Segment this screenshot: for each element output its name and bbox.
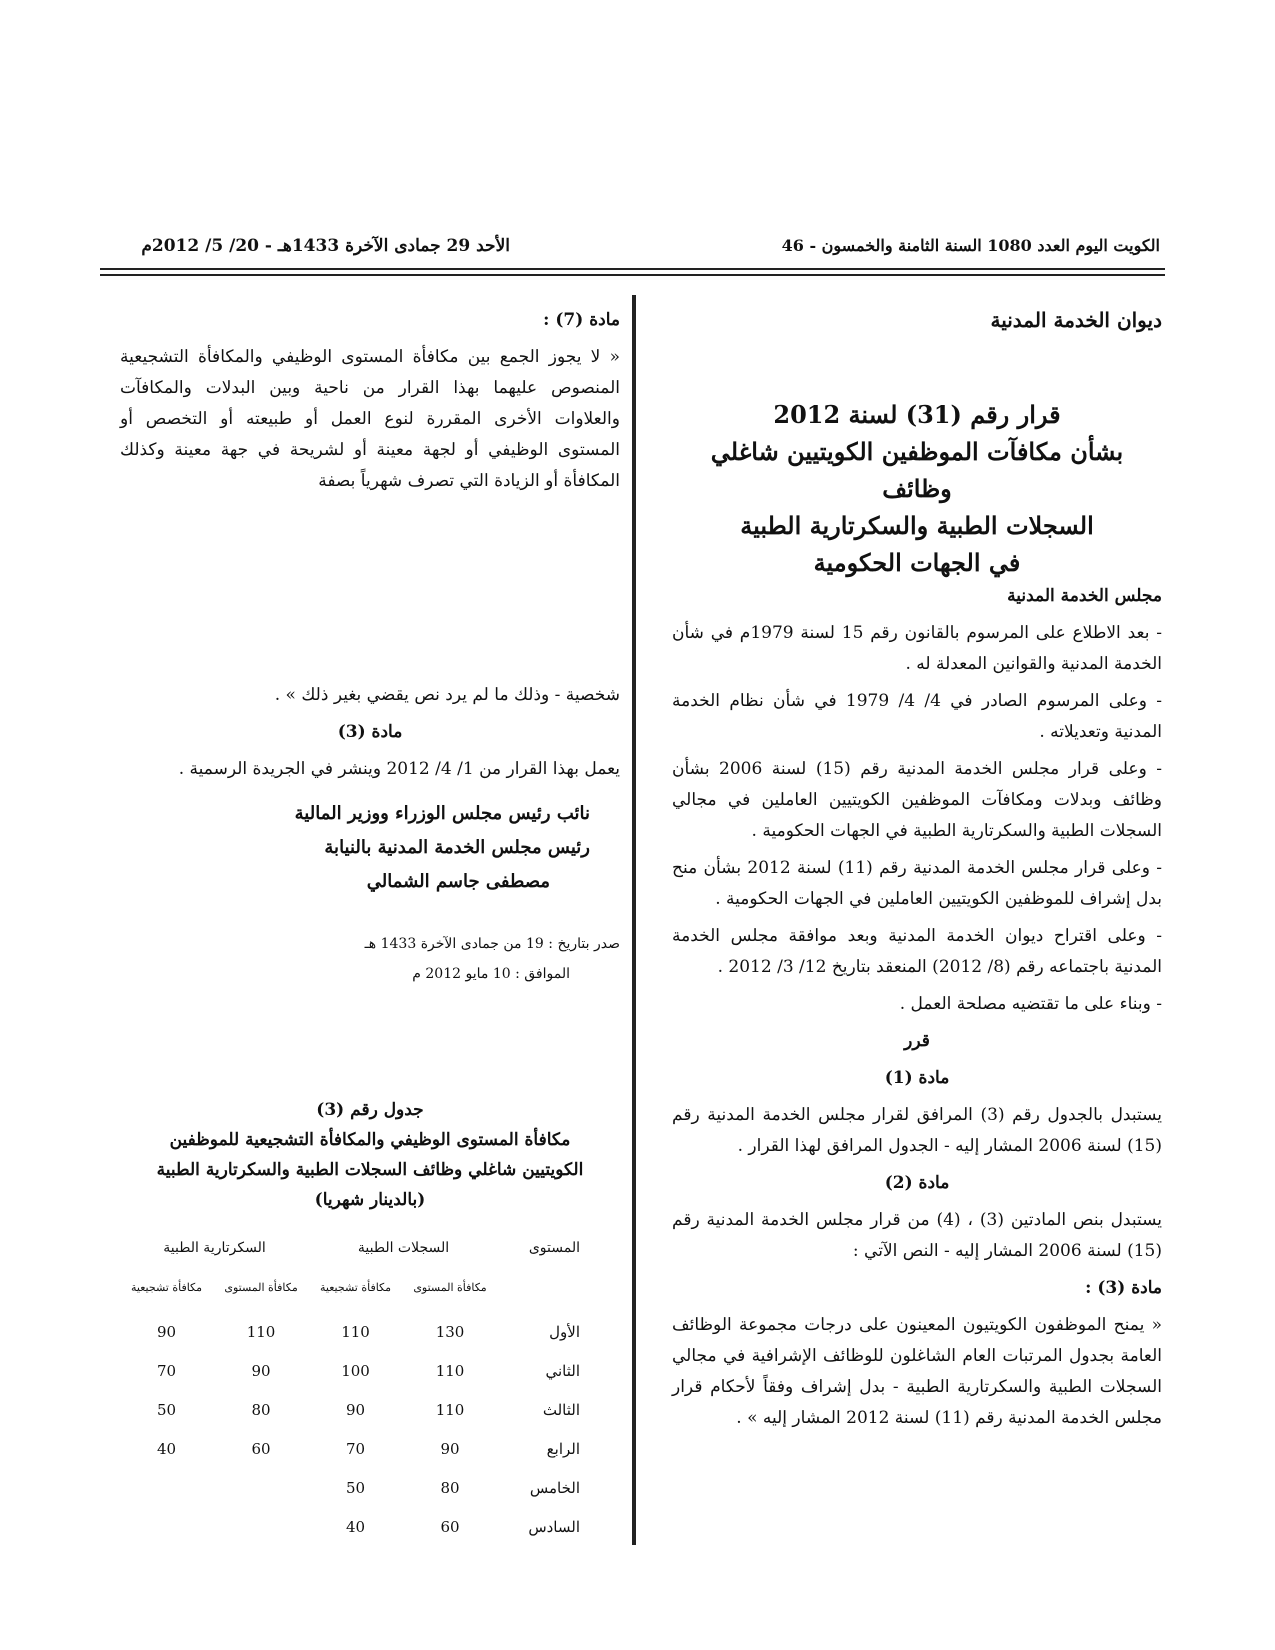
article-1-label: مادة (1) [884,1068,950,1088]
preamble-para: - وبناء على ما تقتضيه مصلحة العمل . [899,994,1162,1014]
article-7-continued: شخصية - وذلك ما لم يرد نص يقضي بغير ذلك » . [274,685,620,705]
article-3b-label: مادة (3) [337,722,403,742]
value-cell: 80 [440,1479,460,1497]
level-cell: الثاني [545,1362,580,1380]
value-cell: 110 [435,1401,465,1419]
value-cell: 80 [251,1401,271,1419]
sub-level-reward: مكافأة المستوى [224,1281,298,1294]
decision-title-3: السجلات الطبية والسكرتارية الطبية [740,511,1094,540]
value-cell: 100 [341,1362,370,1380]
value-cell [213,1508,309,1547]
value-cell: 70 [345,1440,366,1458]
signature-line: رئيس مجلس الخدمة المدنية بالنيابة [324,837,590,858]
decided-heading: قرر [904,1031,930,1051]
level-cell: الرابع [546,1440,580,1458]
table-row [120,1313,590,1352]
value-cell: 110 [246,1323,276,1341]
article-7-text: « لا يجوز الجمع بين مكافأة المستوى الوظيفي والمكافأة التشجيعية المنصوص عليهما بهذا القرار من ناحية وبين البدلات والمكافآت والعلاوات الأخرى المقررة لنوع العمل أو طبيعته أو التخصص أو المستوى الوظيفي أو لجهة معينة أو لشريحة في جهة معينة وكذلك المكافأة أو الزيادة التي تصرف شهرياً بصفة [120,347,620,491]
level-cell: السادس [528,1518,580,1536]
col-group-records: السجلات الطبية [357,1240,450,1256]
article-3b-text: يعمل بهذا القرار من 1/ 4/ 2012 وينشر في الجريدة الرسمية . [178,759,620,779]
issue-dates [120,929,620,989]
article-7-label: مادة (7) : [543,310,620,330]
value-cell: 40 [345,1518,366,1536]
header-date: الأحد 29 جمادى الآخرة 1433هـ - 20/ 5/ 2012م [141,236,510,256]
table-subtitle: الكويتيين شاغلي وظائف السجلات الطبية والسكرتارية الطبية [156,1160,584,1180]
sub-incentive-reward: مكافأة تشجيعية [131,1281,203,1294]
left-column-top [120,305,620,503]
issued-date: صدر بتاريخ : 19 من جمادى الآخرة 1433 هـ [364,936,620,952]
table-row [120,1391,590,1430]
right-column [672,305,1162,1440]
value-cell [120,1508,213,1547]
table-row [120,1430,590,1469]
table-header-row [120,1229,590,1268]
level-cell: الخامس [529,1479,580,1497]
decision-title-4: في الجهات الحكومية [813,548,1021,577]
preamble-para: - وعلى المرسوم الصادر في 4/ 4/ 1979 في شأن نظام الخدمة المدنية وتعديلاته . [672,691,1162,742]
signature-block [120,797,620,899]
signature-name: مصطفى جاسم الشمالي [366,871,550,892]
value-cell: 90 [440,1440,460,1458]
value-cell: 60 [251,1440,271,1458]
sub-incentive-reward: مكافأة تشجيعية [320,1281,392,1294]
article-3-label: مادة (3) : [1085,1278,1162,1298]
level-cell: الأول [549,1323,580,1341]
department-name: ديوان الخدمة المدنية [990,308,1162,332]
table-title: جدول رقم (3) [316,1100,424,1120]
value-cell: 40 [156,1440,177,1458]
preamble-para: - بعد الاطلاع على المرسوم بالقانون رقم 15 لسنة 1979م في شأن الخدمة المدنية والقوانين المعدلة له . [672,623,1162,674]
header-rule [100,268,1165,276]
value-cell: 110 [341,1323,370,1341]
corresponding-date: الموافق : 10 مايو 2012 م [412,966,570,982]
value-cell: 130 [435,1323,465,1341]
value-cell: 50 [156,1401,177,1419]
table-row [120,1352,590,1391]
preamble-para: - وعلى اقتراح ديوان الخدمة المدنية وبعد موافقة مجلس الخدمة المدنية باجتماعه رقم (8/ 2012) المنعقد بتاريخ 12/ 3/ 2012 . [672,926,1162,977]
header-issue: الكويت اليوم العدد 1080 السنة الثامنة والخمسون - 46 [781,236,1160,255]
value-cell: 90 [345,1401,366,1419]
col-level-header: المستوى [528,1240,580,1256]
article-2-label: مادة (2) [884,1173,950,1193]
value-cell: 110 [435,1362,465,1380]
signature-line: نائب رئيس مجلس الوزراء ووزير المالية [294,803,590,824]
table-subtitle: مكافأة المستوى الوظيفي والمكافأة التشجيعية للموظفين [169,1130,571,1150]
article-3-text: « يمنح الموظفون الكويتيون المعينون على درجات مجموعة الوظائف العامة بجدول المرتبات العام الشاغلون للوظائف الإشرافية في مجالي السجلات الطبية والسكرتارية الطبية - بدل إشراف وفقاً لأحكام قرار مجلس الخدمة المدنية رقم (11) لسنة 2012 المشار إليه » . [672,1315,1162,1428]
article-1-text: يستبدل بالجدول رقم (3) المرافق لقرار مجلس الخدمة المدنية رقم (15) لسنة 2006 المشار إليه - الجدول المرافق لهذا القرار . [672,1105,1163,1156]
decision-title-1: قرار رقم (31) لسنة 2012 [773,400,1061,429]
value-cell: 50 [345,1479,366,1497]
value-cell: 70 [156,1362,177,1380]
column-divider [632,295,636,1545]
preamble-para: - وعلى قرار مجلس الخدمة المدنية رقم (15) لسنة 2006 بشأن وظائف وبدلات ومكافآت الموظفين الكويتيين العاملين في مجالي السجلات الطبية والسكرتارية الطبية في الجهات الحكومية . [672,759,1162,841]
value-cell: 90 [156,1323,177,1341]
value-cell: 60 [440,1518,460,1536]
level-cell: الثالث [542,1401,580,1419]
table-unit: (بالدينار شهريا) [314,1190,426,1210]
col-group-secretarial: السكرتارية الطبية [163,1240,266,1256]
council-name: مجلس الخدمة المدنية [1007,586,1162,606]
table-row [120,1508,590,1547]
table-row [120,1469,590,1508]
sub-level-reward: مكافأة المستوى [413,1281,487,1294]
schedule-table-section [120,1095,620,1547]
article-2-text: يستبدل بنص المادتين (3) ، (4) من قرار مجلس الخدمة المدنية رقم (15) لسنة 2006 المشار إليه - النص الآتي : [672,1210,1163,1261]
value-cell [120,1469,213,1508]
value-cell [213,1469,309,1508]
left-column-middle [120,680,620,989]
rewards-table [120,1229,590,1547]
table-subheader-row [120,1268,590,1313]
preamble-para: - وعلى قرار مجلس الخدمة المدنية رقم (11) لسنة 2012 بشأن منح بدل إشراف للموظفين الكويتيين العاملين في الجهات الحكومية . [672,858,1163,909]
decision-title-2: بشأن مكافآت الموظفين الكويتيين شاغلي وظائف [710,437,1124,503]
value-cell: 90 [251,1362,271,1380]
